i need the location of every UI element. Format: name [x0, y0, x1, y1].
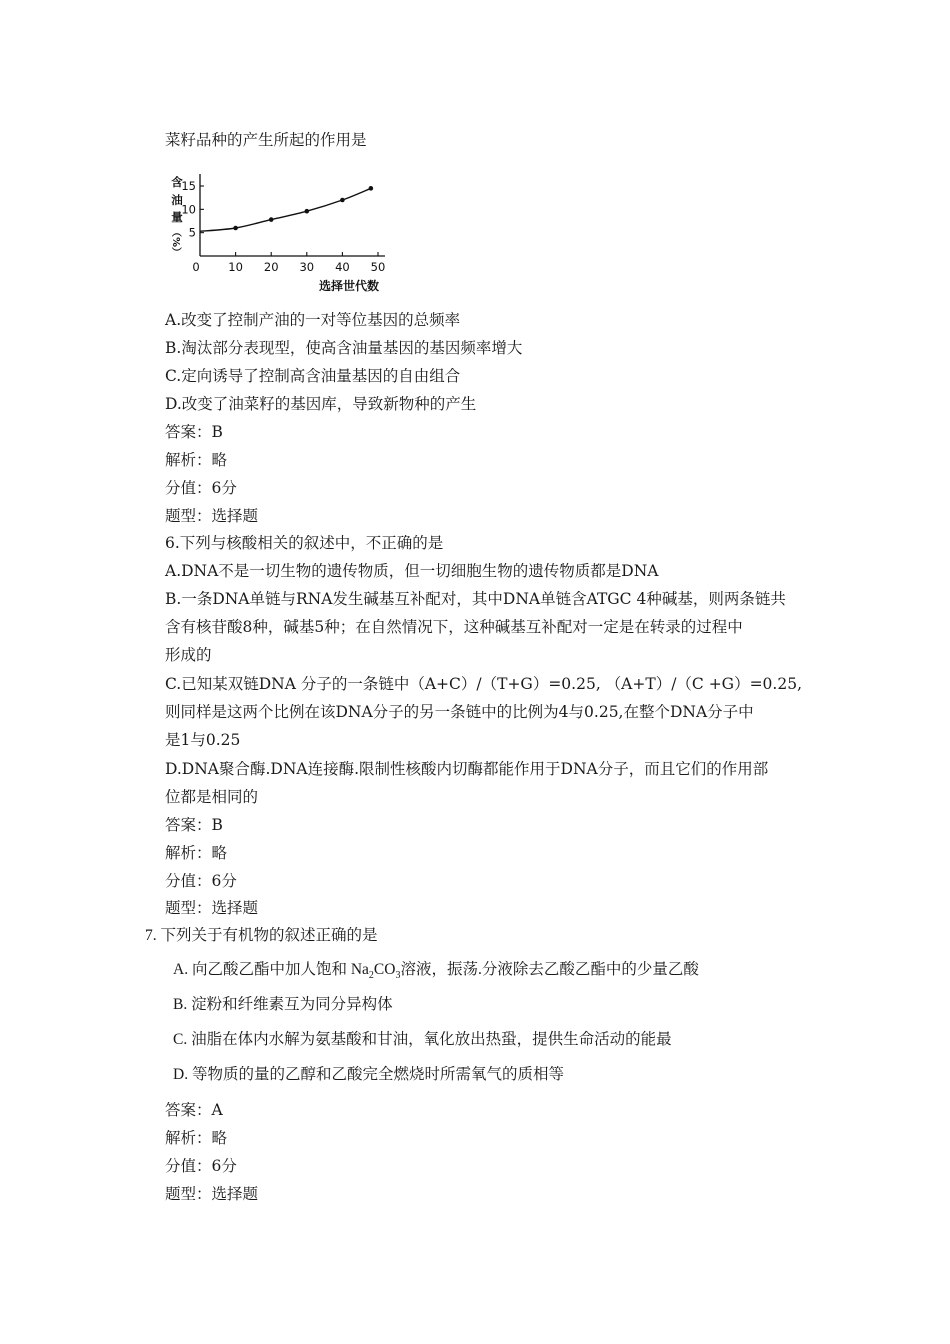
q6-option-d-line1: D.DNA聚合酶.DNA连接酶.限制性核酸内切酶都能作用于DNA分子，而且它们的作用部: [165, 760, 769, 778]
q7-stem: 7. 下列关于有机物的叙述正确的是: [145, 927, 378, 944]
q6-option-b-line1: B.一条DNA单链与RNA发生碱基互补配对，其中DNA单链含ATGC 4种碱基，则两条链共: [165, 590, 786, 608]
q6-type: 题型：选择题: [165, 899, 259, 917]
y-axis-label-char: 量: [171, 210, 183, 224]
oil-content-chart: [163, 168, 393, 296]
q7-analysis: 解析：略: [165, 1129, 228, 1147]
q5-option-c: C.定向诱导了控制高含油量基因的自由组合: [165, 367, 461, 385]
intro-text: 菜籽品种的产生所起的作用是: [165, 131, 367, 149]
q7-option-b: B. 淀粉和纤维素互为同分异构体: [173, 996, 393, 1013]
q6-score: 分值：6分: [165, 872, 237, 890]
q7-option-c: C. 油脂在体内水解为氨基酸和甘油，氧化放出热蛩，提供生命活动的能最: [173, 1031, 672, 1048]
q6-option-a: A.DNA不是一切生物的遗传物质，但一切细胞生物的遗传物质都是DNA: [165, 562, 659, 580]
x-tick-label: 20: [263, 260, 279, 274]
q7-score: 分值：6分: [165, 1157, 237, 1175]
q6-answer: 答案：B: [165, 816, 223, 834]
q6-analysis: 解析：略: [165, 844, 228, 862]
y-axis-label-char: 油: [171, 193, 183, 207]
oil-content-curve: [200, 188, 371, 231]
q7-option-a-sub1: 2: [368, 970, 374, 982]
q7-option-d: D. 等物质的量的乙醇和乙酸完全燃烧时所需氧气的质相等: [173, 1066, 564, 1083]
q7-option-a-post: 溶液，振荡.分液除去乙酸乙酯中的少量乙酸: [400, 961, 699, 978]
q7-option-a-sub2: 3: [395, 970, 401, 982]
x-tick-label: 50: [370, 260, 386, 274]
q6-option-b-line2: 含有核苷酸8种，碱基5种；在自然情况下，这种碱基互补配对一定是在转录的过程中: [165, 618, 743, 636]
q5-option-a: A.改变了控制产油的一对等位基因的总频率: [165, 311, 461, 329]
q6-option-c-line3: 是1与0.25: [165, 731, 241, 749]
x-tick-label: 40: [335, 260, 350, 274]
y-axis-label-char: 含: [171, 175, 183, 189]
data-point: [269, 217, 274, 222]
x-axis-label: 选择世代数: [318, 279, 380, 293]
q5-analysis: 解析：略: [165, 451, 228, 469]
q5-type: 题型：选择题: [165, 507, 259, 525]
q5-option-d: D.改变了油菜籽的基因库，导致新物种的产生: [165, 395, 477, 413]
data-point: [340, 198, 345, 203]
q7-option-a-mid: CO: [373, 961, 396, 978]
q7-answer: 答案：A: [165, 1101, 223, 1119]
q7-option-a: [173, 960, 699, 986]
q5-score: 分值：6分: [165, 479, 237, 497]
q6-option-c-line1: C.已知某双链DNA 分子的一条链中（A+C）/（T+G）=0.25, （A+T）/（C +G）=0.25,: [165, 675, 802, 693]
x-tick-label: 0: [192, 260, 200, 274]
data-point: [233, 226, 238, 231]
y-tick-label: 5: [188, 225, 196, 240]
q6-option-b-line3: 形成的: [165, 646, 212, 664]
y-tick-label: 10: [181, 202, 196, 217]
q6-option-d-line2: 位都是相同的: [165, 788, 259, 806]
x-tick-label: 10: [228, 260, 243, 274]
q5-option-b: B.淘汰部分表现型，使高含油量基因的基因频率增大: [165, 339, 523, 357]
q7-option-a-pre: A. 向乙酸乙酯中加人饱和 Na: [173, 961, 369, 978]
x-tick-label: 30: [299, 260, 315, 274]
data-point: [369, 186, 374, 191]
y-axis-label-char: （%）: [170, 226, 181, 258]
x-axis-ticks: [192, 252, 385, 274]
data-point: [305, 209, 310, 214]
q6-stem: 6.下列与核酸相关的叙述中，不正确的是: [165, 534, 444, 552]
q5-answer: 答案：B: [165, 423, 223, 441]
q7-type: 题型：选择题: [165, 1185, 259, 1203]
y-tick-label: 15: [181, 179, 196, 193]
q6-option-c-line2: 则同样是这两个比例在该DNA分子的另一条链中的比例为4与0.25,在整个DNA分子中: [165, 703, 754, 721]
